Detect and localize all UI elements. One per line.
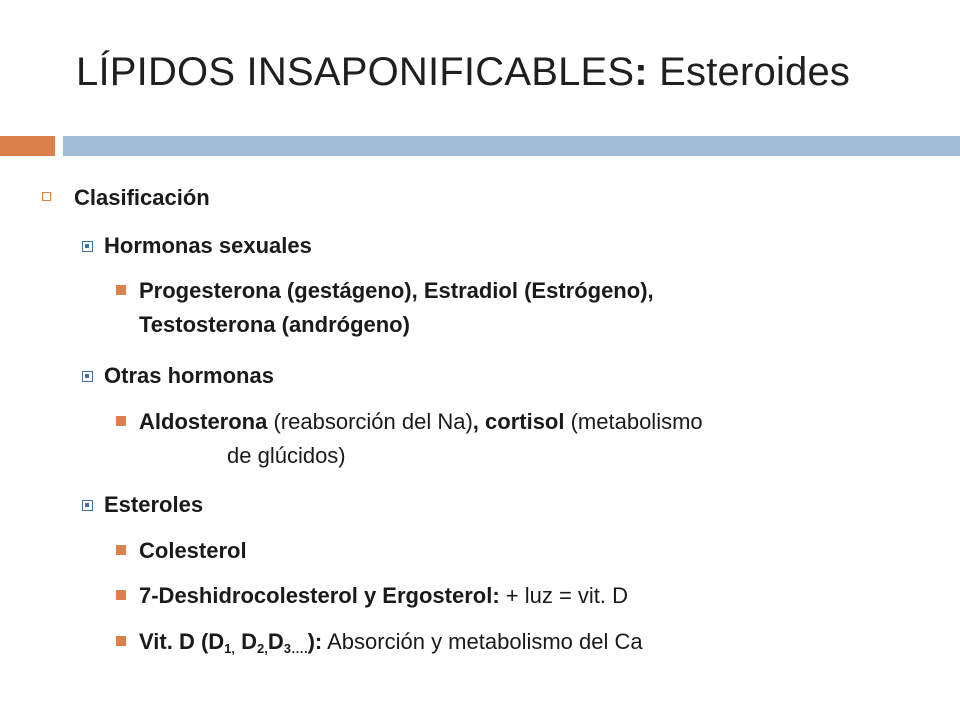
list-item-line2: de glúcidos) <box>227 443 346 468</box>
sub-1: 1, <box>224 641 235 656</box>
sub-2: 2, <box>257 641 268 656</box>
group-label-hormonas-sexuales: Hormonas sexuales <box>104 233 312 258</box>
title-separator: : <box>634 50 648 94</box>
square-bullet-icon <box>116 636 126 646</box>
list-item <box>139 625 643 659</box>
desc-deshidrocolesterol: + luz = vit. D <box>499 583 629 608</box>
term-vit-d-b: D <box>235 629 257 654</box>
desc-cortisol: (metabolismo <box>564 409 703 434</box>
list-item <box>139 274 654 342</box>
sub-3: 3…. <box>283 641 308 656</box>
square-bullet-icon <box>116 590 126 600</box>
desc-aldosterona: (reabsorción del Na) <box>267 409 473 434</box>
term-cortisol: , cortisol <box>472 409 565 434</box>
group-label-otras-hormonas: Otras hormonas <box>104 363 274 388</box>
title-subtitle: Esteroides <box>647 50 851 94</box>
heading-clasificacion: Clasificación <box>74 185 210 210</box>
list-item-line1 <box>139 405 703 439</box>
desc-vit-d: Absorción y metabolismo del Ca <box>322 629 643 654</box>
accent-bar-blue <box>63 136 960 156</box>
term-aldosterona: Aldosterona <box>139 409 268 434</box>
accent-bar-orange <box>0 136 55 156</box>
list-item: Colesterol <box>139 538 247 563</box>
list-item <box>139 579 628 613</box>
term-vit-d-a: Vit. D (D <box>139 629 225 654</box>
filled-square-bullet-icon <box>82 241 93 252</box>
title-main: LÍPIDOS INSAPONIFICABLES <box>76 50 635 94</box>
square-bullet-icon <box>42 192 51 201</box>
list-item <box>139 405 703 473</box>
filled-square-bullet-icon <box>82 371 93 382</box>
term-vit-d-d: ): <box>307 629 323 654</box>
square-bullet-icon <box>116 416 126 426</box>
filled-square-bullet-icon <box>82 500 93 511</box>
square-bullet-icon <box>116 545 126 555</box>
list-item-line2: Testosterona (andrógeno) <box>139 312 410 337</box>
square-bullet-icon <box>116 285 126 295</box>
term-vit-d <box>139 629 322 654</box>
term-vit-d-c: D <box>267 629 284 654</box>
slide-title <box>76 50 850 95</box>
list-item-line1: Progesterona (gestágeno), Estradiol (Estrógeno), <box>139 278 654 303</box>
term-deshidrocolesterol: 7-Deshidrocolesterol y Ergosterol: <box>139 583 500 608</box>
group-label-esteroles: Esteroles <box>104 492 204 517</box>
